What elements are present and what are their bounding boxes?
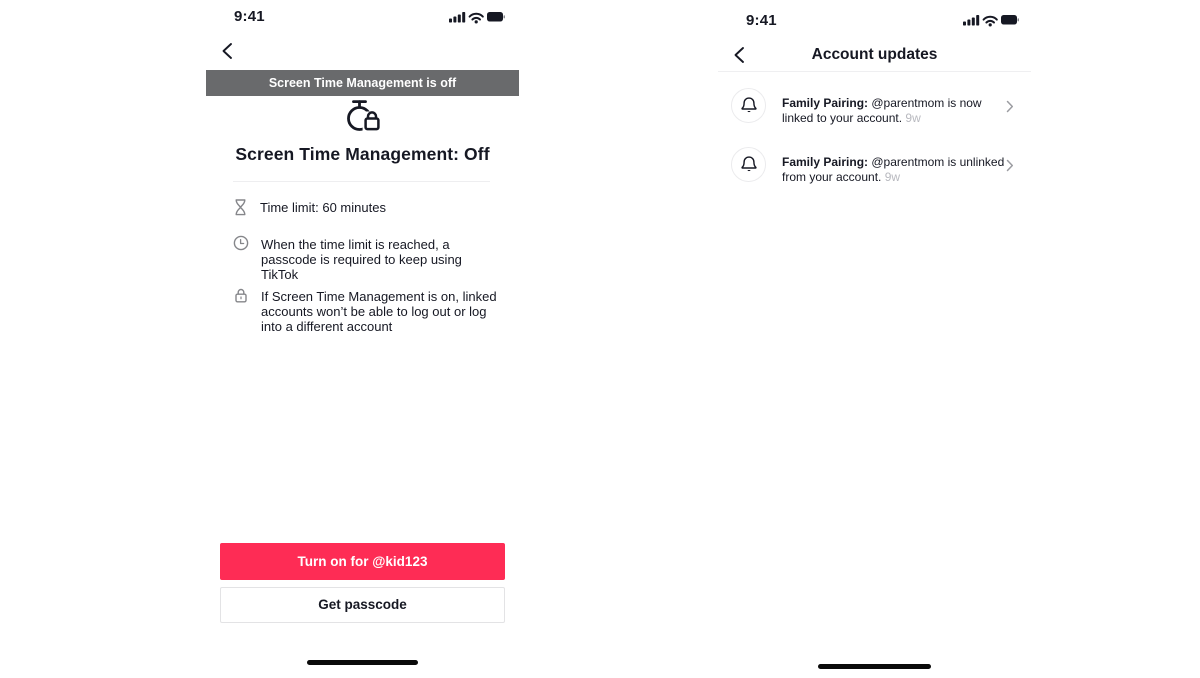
- screen-time-phone: [206, 0, 519, 678]
- divider: [233, 181, 490, 182]
- notification-text: [782, 96, 1006, 125]
- account-updates-phone: [718, 0, 1031, 678]
- notification-text: [782, 155, 1006, 184]
- notification-timestamp: 9w: [884, 169, 901, 184]
- chevron-right-icon: [1006, 159, 1014, 172]
- back-button[interactable]: [218, 41, 238, 61]
- info-text-line: passcode is required to keep using TikTok: [261, 252, 462, 282]
- info-row-linked-accounts: [233, 287, 501, 334]
- notification-body: @parentmom is unlinked from your account.: [782, 155, 1005, 184]
- chevron-right-icon: [1006, 100, 1014, 113]
- home-indicator: [818, 664, 931, 669]
- status-bar-time: 9:41: [234, 8, 265, 25]
- divider: [718, 71, 1031, 72]
- info-row-time-limit: [233, 198, 501, 222]
- notification-body: @parentmom is now linked to your account.: [782, 96, 982, 125]
- info-text-line: If Screen Time Management is on, linked: [261, 289, 497, 304]
- signal-wifi-battery-icon: [449, 10, 505, 24]
- screen-time-lock-icon: [344, 97, 382, 135]
- info-row-passcode: [233, 235, 501, 282]
- bell-icon: [739, 154, 759, 175]
- notification-timestamp: 9w: [905, 110, 921, 125]
- avatar: [731, 88, 766, 123]
- status-bar-icons: [449, 10, 505, 29]
- notification-unlinked[interactable]: [718, 147, 1031, 187]
- turn-on-button[interactable]: Turn on for @kid123: [220, 543, 505, 580]
- clock-icon: [233, 235, 249, 282]
- page-title: Screen Time Management: Off: [235, 144, 490, 164]
- get-passcode-button[interactable]: Get passcode: [220, 587, 505, 623]
- info-text-line: into a different account: [261, 319, 393, 334]
- home-indicator: [307, 660, 418, 665]
- bell-icon: [739, 95, 759, 116]
- info-text-line: When the time limit is reached, a: [261, 237, 450, 252]
- page-title: Account updates: [811, 46, 938, 63]
- status-banner: Screen Time Management is off: [206, 70, 519, 96]
- info-text-line: Time limit: 60 minutes: [260, 200, 386, 215]
- notification-title: Family Pairing:: [782, 155, 869, 169]
- notification-title: Family Pairing:: [782, 96, 869, 110]
- info-text-line: accounts won’t be able to log out or log: [261, 304, 487, 319]
- hourglass-icon: [233, 198, 248, 222]
- avatar: [731, 147, 766, 182]
- status-bar-icons: [963, 13, 1019, 32]
- notification-linked[interactable]: [718, 88, 1031, 128]
- lock-icon: [233, 287, 249, 334]
- signal-wifi-battery-icon: [963, 13, 1019, 27]
- back-chevron-icon: [218, 41, 238, 61]
- status-bar-time: 9:41: [746, 12, 777, 29]
